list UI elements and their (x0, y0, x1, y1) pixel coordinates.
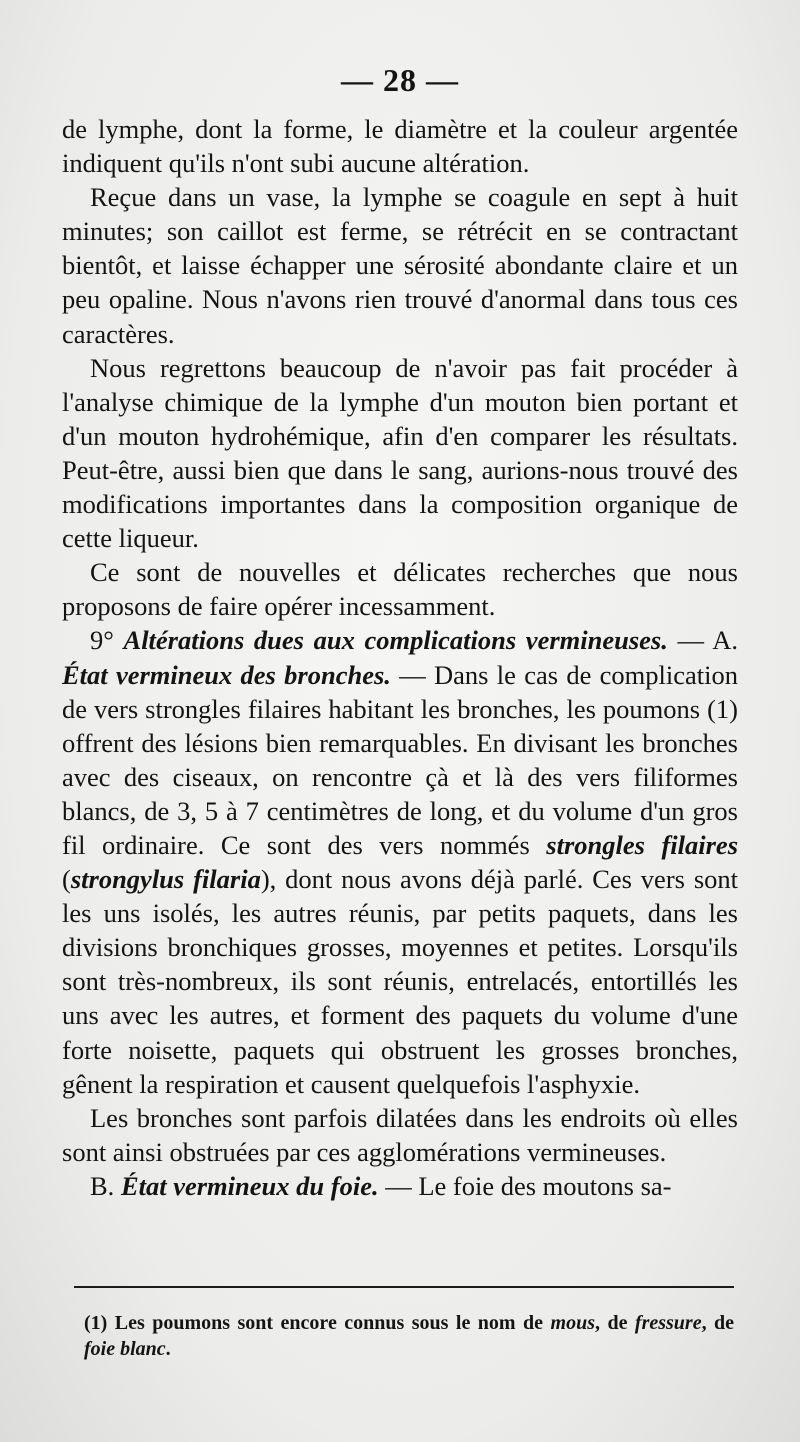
parenthesis: ( (62, 864, 71, 895)
footnote-term: foie blanc (84, 1338, 166, 1360)
subsection-heading: État vermineux du foie. (120, 1170, 379, 1201)
dash: — (390, 659, 435, 690)
paragraph-text: Dans le cas de complication de vers strongles filaires habitant les bronches, les poumons (62, 659, 738, 724)
paragraph-6: Les bronches sont parfois dilatées dans les endroits où elles sont ainsi obstruées par ces agglomérations vermineuses. (62, 1102, 738, 1167)
subsection-letter: A. (712, 625, 738, 656)
paragraph-7 (62, 1169, 738, 1203)
footnote-term: fressure (634, 1312, 702, 1334)
paragraph-text: dont nous avons déjà parlé. Ces vers sont les uns isolés, les autres réunis, par petits paquets, dans les divisions bronchiques grosses, moyennes et petites. Lorsqu'ils sont très-nombreux, ils sont réunis, entrelacés, entortillés les uns avec les autres, et forment des paquets du volume d'une forte noisette, paquets qui obstruent les grosses bronches, gênent la respiration et causent quelquefois l'asphyxie. (62, 864, 738, 1099)
footnote-separator: , de (594, 1312, 628, 1334)
section-number: 9° (90, 625, 114, 656)
italic-term: strongles filaires (546, 829, 739, 860)
footnote-rule (74, 1286, 734, 1288)
paragraph-text: offrent des lésions bien remarquables. En divisant les bronches avec des ciseaux, on rencontre çà et là des vers filiformes blancs, de 3, 5 à 7 centimètres de long, et du volume d'un gros fil ordinaire. Ce sont des vers nommés (62, 727, 738, 860)
parenthesis: ), (260, 864, 277, 895)
footnote-reference: (1) (707, 693, 738, 724)
section-heading: Altérations dues aux complications vermineuses. (123, 625, 668, 656)
footnote-term: mous (550, 1312, 595, 1334)
paragraph-text: Le foie des moutons sa- (418, 1170, 672, 1201)
footnote-end: . (165, 1338, 171, 1360)
paragraph-3: Nous regrettons beaucoup de n'avoir pas fait procéder à l'analyse chimique de la lymphe d'un mouton bien portant et d'un mouton hydrohémique, afin d'en comparer les résultats. Peut-être, aussi bien que dans le sang, aurions-nous trouvé des modifications importantes dans la composition organique de cette liqueur. (62, 352, 738, 554)
paragraph-2: Reçue dans un vase, la lymphe se coagule en sept à huit minutes; son caillot est ferme, se rétrécit en se contractant bientôt, et laisse échapper une sérosité abondante claire et un peu opaline. Nous n'avons rien trouvé d'anormal dans tous ces caractères. (62, 182, 738, 349)
paragraph-5 (62, 623, 738, 1100)
main-text (62, 112, 738, 1203)
dash: — (667, 625, 713, 656)
footnote-marker: (1) (84, 1312, 108, 1334)
subsection-heading: État vermineux des bronches. (62, 659, 391, 690)
footnote (84, 1310, 734, 1362)
footnote-separator: , de (701, 1312, 735, 1334)
paragraph-4: Ce sont de nouvelles et délicates recherches que nous proposons de faire opérer incessamment. (62, 557, 738, 622)
footnote-text: Les poumons sont encore connus sous le nom de (114, 1312, 544, 1334)
page-number: — 28 — (341, 62, 459, 98)
subsection-letter: B. (90, 1170, 115, 1201)
dash: — (378, 1170, 419, 1201)
latin-term: strongylus filaria (70, 864, 261, 895)
paragraph-1: de lymphe, dont la forme, le diamètre et la couleur argentée indiquent qu'ils n'ont subi aucune altération. (62, 114, 738, 179)
